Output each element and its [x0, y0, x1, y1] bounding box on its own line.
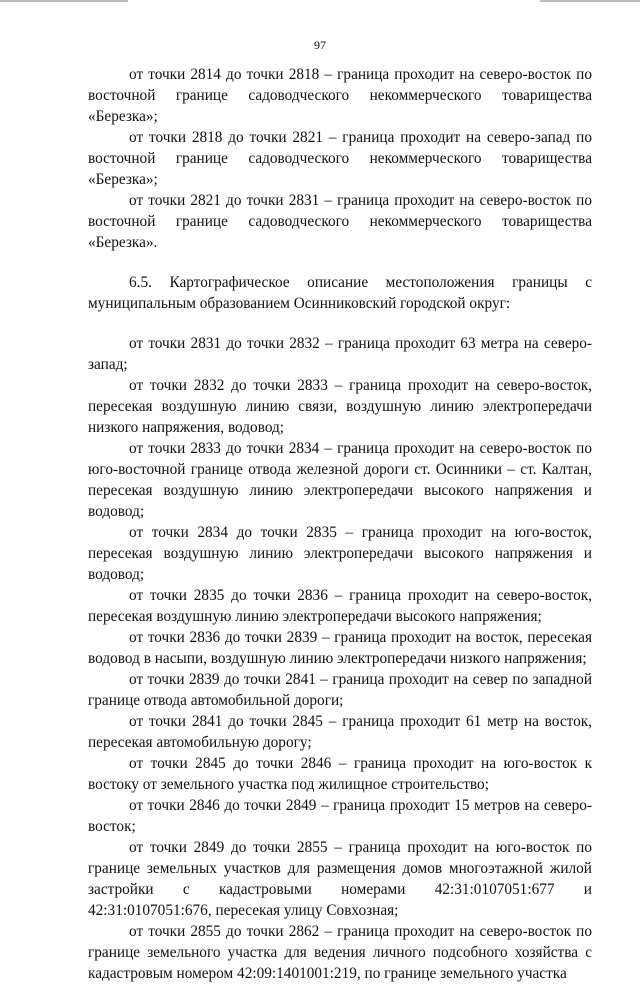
boundary-paragraph: от точки 2845 до точки 2846 – граница проходит на юго-восток к востоку от земельного участка под жилищное строительство;: [88, 755, 592, 793]
boundary-paragraph: от точки 2836 до точки 2839 – граница проходит на восток, пересекая водовод в насыпи, воздушную линию электропередачи низкого напряжения;: [88, 629, 592, 667]
page-number: 97: [314, 38, 326, 52]
scan-edge-right: [540, 0, 640, 2]
boundary-paragraph: от точки 2835 до точки 2836 – граница проходит на северо-восток, пересекая воздушную линию электропередачи высокого напряжения;: [88, 587, 592, 625]
boundary-paragraph: от точки 2831 до точки 2832 – граница проходит 63 метра на северо-запад;: [88, 335, 592, 373]
boundary-paragraph: от точки 2841 до точки 2845 – граница проходит 61 метр на восток, пересекая автомобильную дорогу;: [88, 713, 592, 751]
boundary-paragraph: от точки 2846 до точки 2849 – граница проходит 15 метров на северо-восток;: [88, 797, 592, 835]
boundary-paragraph: от точки 2834 до точки 2835 – граница проходит на юго-восток, пересекая воздушную линию электропередачи высокого напряжения и водовод;: [88, 524, 592, 583]
scan-edge-left: [0, 0, 128, 2]
boundary-paragraph: от точки 2855 до точки 2862 – граница проходит на северо-восток по границе земельного участка для ведения личного подсобного хозяйства с кадастровым номером 42:09:1401001:219, по границе земельного участка: [88, 923, 592, 982]
boundary-paragraph: от точки 2833 до точки 2834 – граница проходит на северо-восток по юго-восточной границе отвода железной дороги ст. Осинники – ст. Калтан, пересекая воздушную линию электропередачи высокого напряжения и водовод;: [88, 440, 592, 520]
boundary-paragraph: от точки 2849 до точки 2855 – граница проходит на юго-восток по границе земельных участков для размещения домов многоэтажной жилой застройки с кадастровыми номерами 42:31:0107051:677 и 42:31:0107051:676, пересекая улицу Совхозная;: [88, 839, 592, 919]
boundary-paragraph: от точки 2818 до точки 2821 – граница проходит на северо-запад по восточной границе садоводческого некоммерческого товарищества «Березка»;: [88, 129, 592, 188]
boundary-paragraph: от точки 2839 до точки 2841 – граница проходит на север по западной границе отвода автомобильной дороги;: [88, 671, 592, 709]
document-body: [88, 64, 592, 984]
boundary-paragraph: от точки 2814 до точки 2818 – граница проходит на северо-восток по восточной границе садоводческого некоммерческого товарищества «Березка»;: [88, 66, 592, 125]
section-heading: 6.5. Картографическое описание местоположения границы с муниципальным образованием Осинниковский городской округ:: [88, 274, 592, 312]
boundary-paragraph: от точки 2832 до точки 2833 – граница проходит на северо-восток, пересекая воздушную линию связи, воздушную линию электропередачи низкого напряжения, водовод;: [88, 377, 592, 436]
boundary-paragraph: от точки 2821 до точки 2831 – граница проходит на северо-восток по восточной границе садоводческого некоммерческого товарищества «Березка».: [88, 192, 592, 251]
